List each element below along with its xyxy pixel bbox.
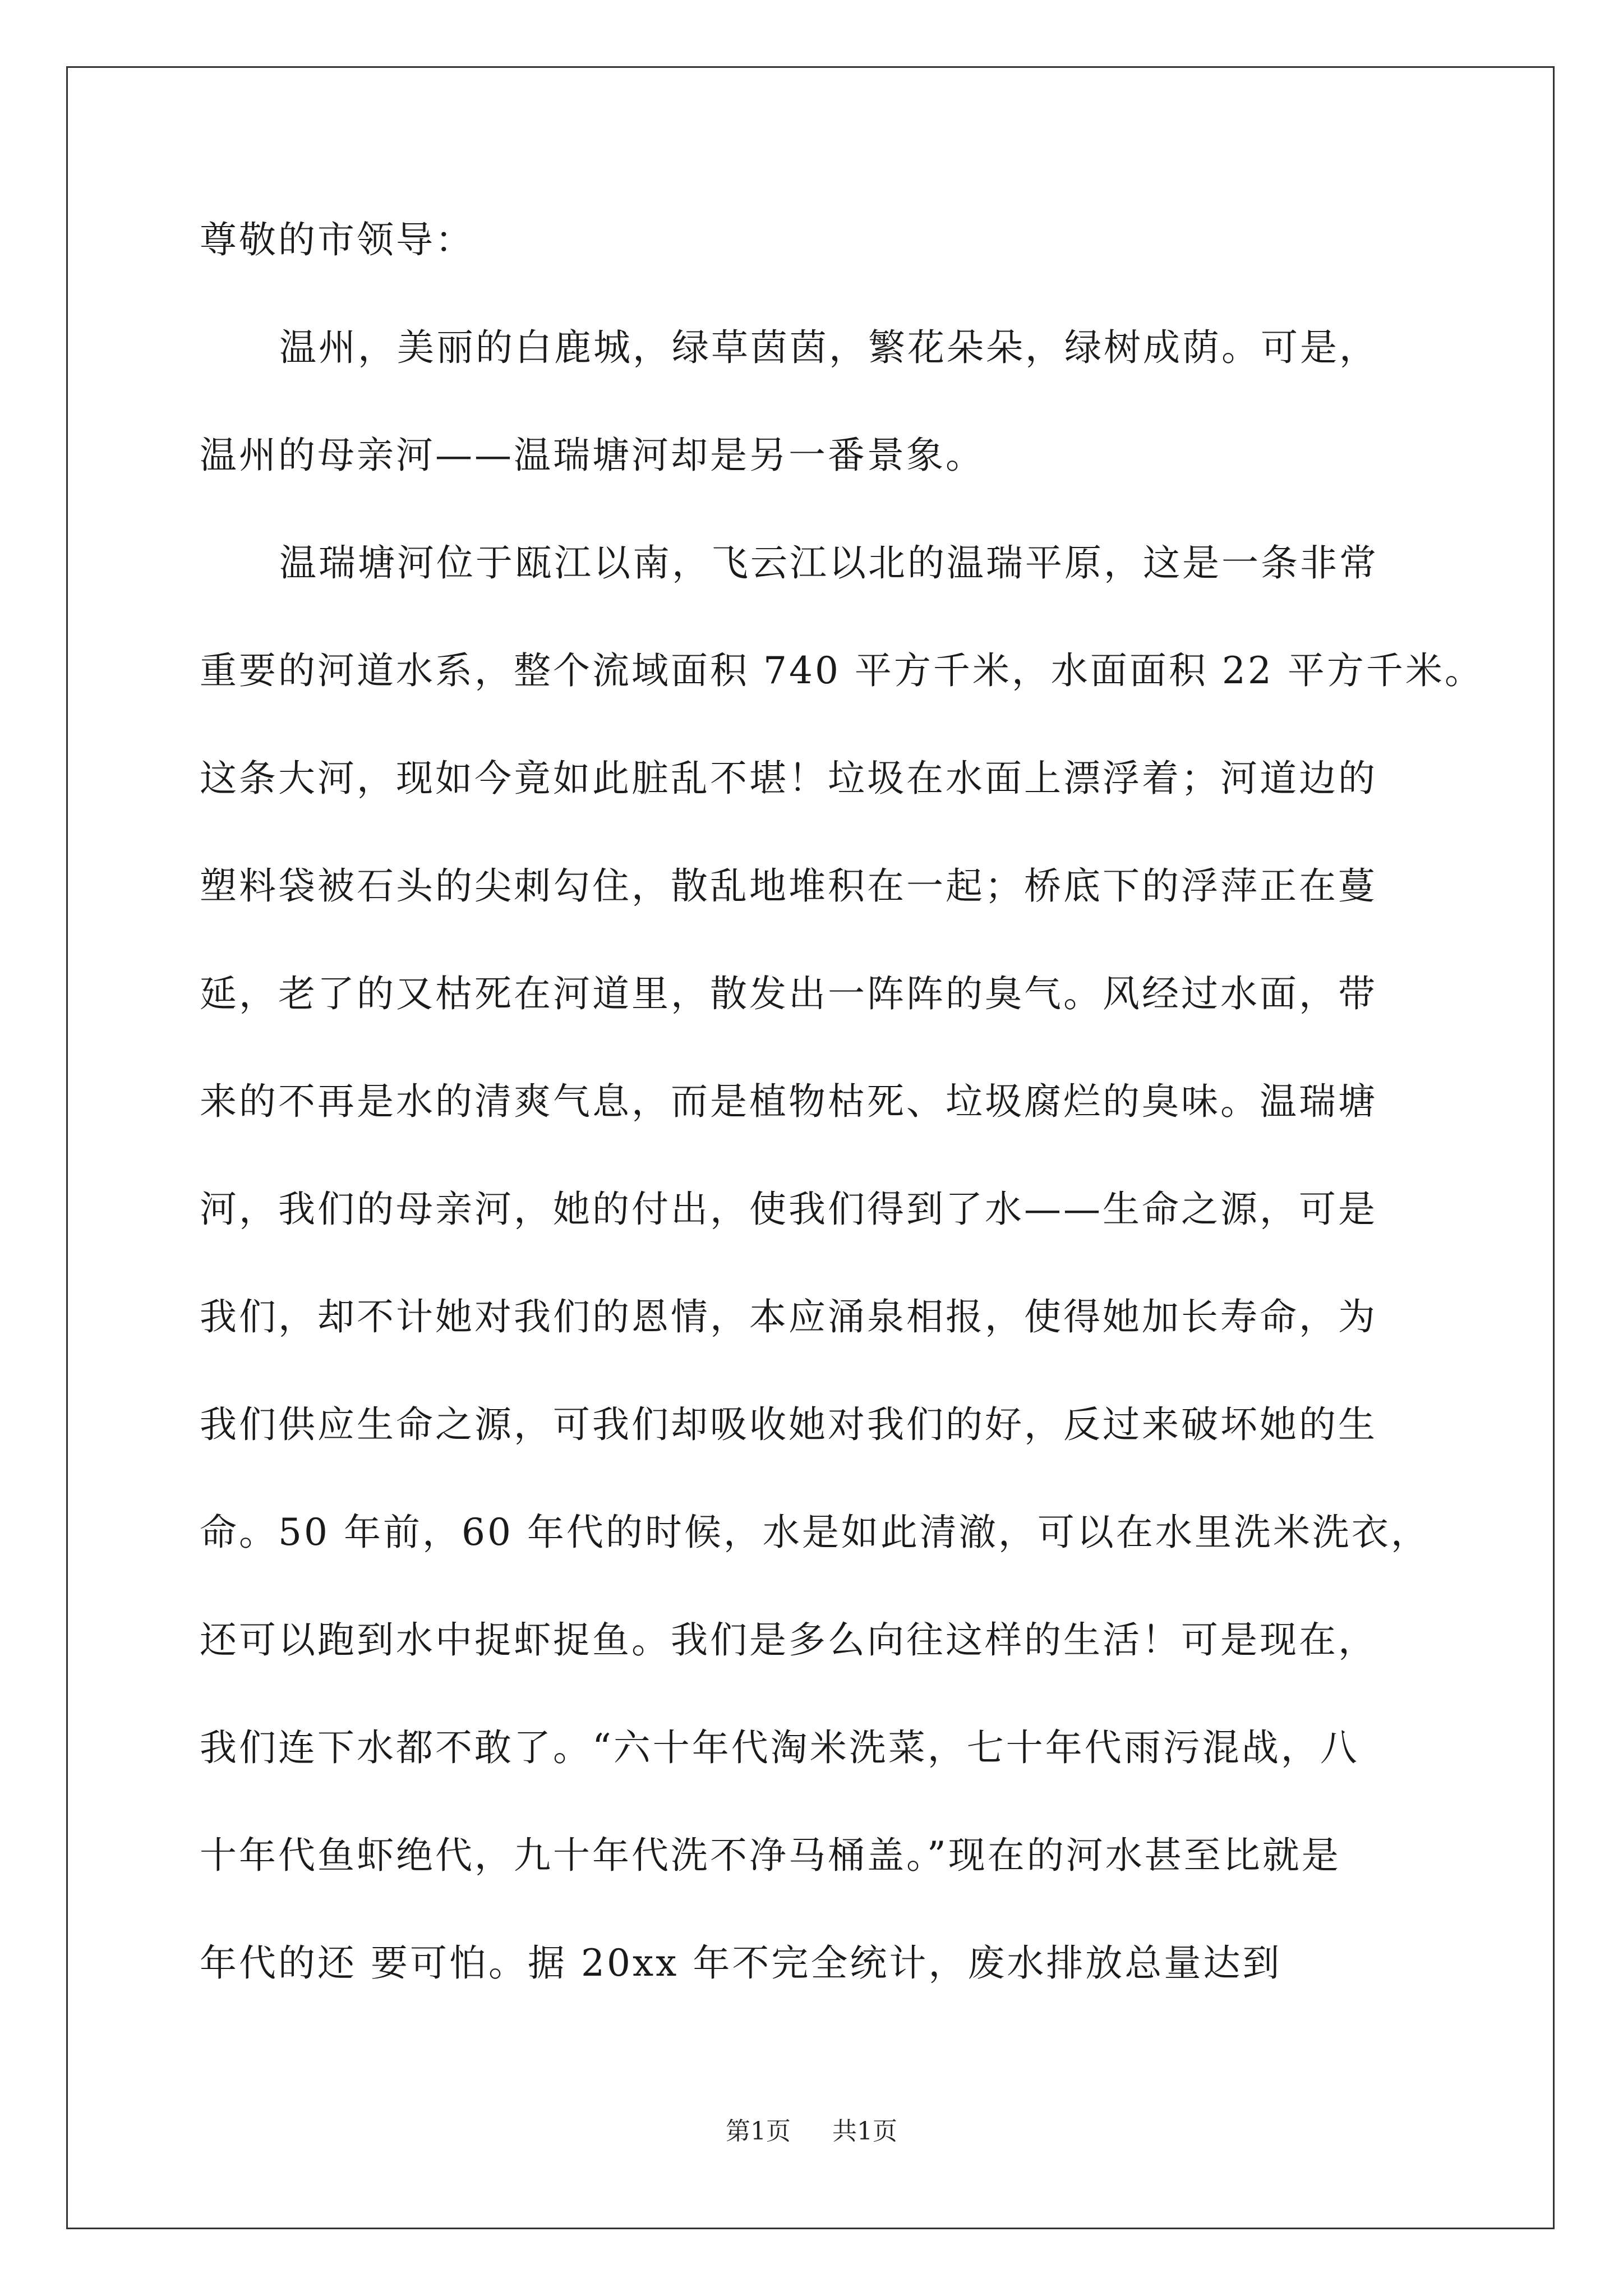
paragraph-1 [200, 321, 1450, 536]
paragraph-line: 还可以跑到水中捉虾捉鱼。我们是多么向往这样的生活！可是现在， [200, 1618, 1377, 1662]
paragraph-line: 来的不再是水的清爽气息，而是植物枯死、垃圾腐烂的臭味。温瑞塘 [200, 1080, 1377, 1123]
page-number-total: 共1页 [832, 2117, 897, 2146]
document-body [200, 213, 1484, 2044]
paragraph-line: 我们供应生命之源，可我们却吸收她对我们的好，反过来破坏她的生 [200, 1403, 1377, 1446]
paragraph-line: 我们，却不计她对我们的恩情，本应涌泉相报，使得她加长寿命，为 [200, 1295, 1377, 1338]
paragraph-line: 温瑞塘河位于瓯江以南，飞云江以北的温瑞平原，这是一条非常 [279, 541, 1378, 585]
salutation: 尊敬的市领导： [200, 218, 474, 261]
paragraph-line: 这条大河，现如今竟如此脏乱不堪！垃圾在水面上漂浮着；河道边的 [200, 757, 1377, 800]
page-footer [0, 2115, 1623, 2148]
paragraph-line: 十年代鱼虾绝代，九十年代洗不净马桶盖。”现在的河水甚至比就是 [200, 1834, 1341, 1877]
paragraph-line: 年代的还 要可怕。据 20xx 年不完全统计，废水排放总量达到 [200, 1941, 1282, 1985]
paragraph-line: 重要的河道水系，整个流域面积 740 平方千米，水面面积 22 平方千米。 [200, 649, 1484, 692]
paragraph-line: 河，我们的母亲河，她的付出，使我们得到了水——生命之源，可是 [200, 1188, 1377, 1231]
paragraph-2 [200, 536, 1484, 2044]
paragraph-line: 延，老了的又枯死在河道里，散发出一阵阵的臭气。风经过水面，带 [200, 972, 1377, 1015]
paragraph-line: 温州的母亲河——温瑞塘河却是另一番景象。 [200, 434, 985, 477]
paragraph-line: 温州，美丽的白鹿城，绿草茵茵，繁花朵朵，绿树成荫。可是， [279, 326, 1378, 369]
page-number-current: 第1页 [726, 2117, 791, 2146]
paragraph-line: 塑料袋被石头的尖刺勾住，散乱地堆积在一起；桥底下的浮萍正在蔓 [200, 864, 1377, 908]
paragraph-line: 我们连下水都不敢了。“六十年代淘米洗菜，七十年代雨污混战，八 [200, 1726, 1359, 1769]
paragraph-line: 命。50 年前，60 年代的时候，水是如此清澈，可以在水里洗米洗衣， [200, 1511, 1430, 1554]
